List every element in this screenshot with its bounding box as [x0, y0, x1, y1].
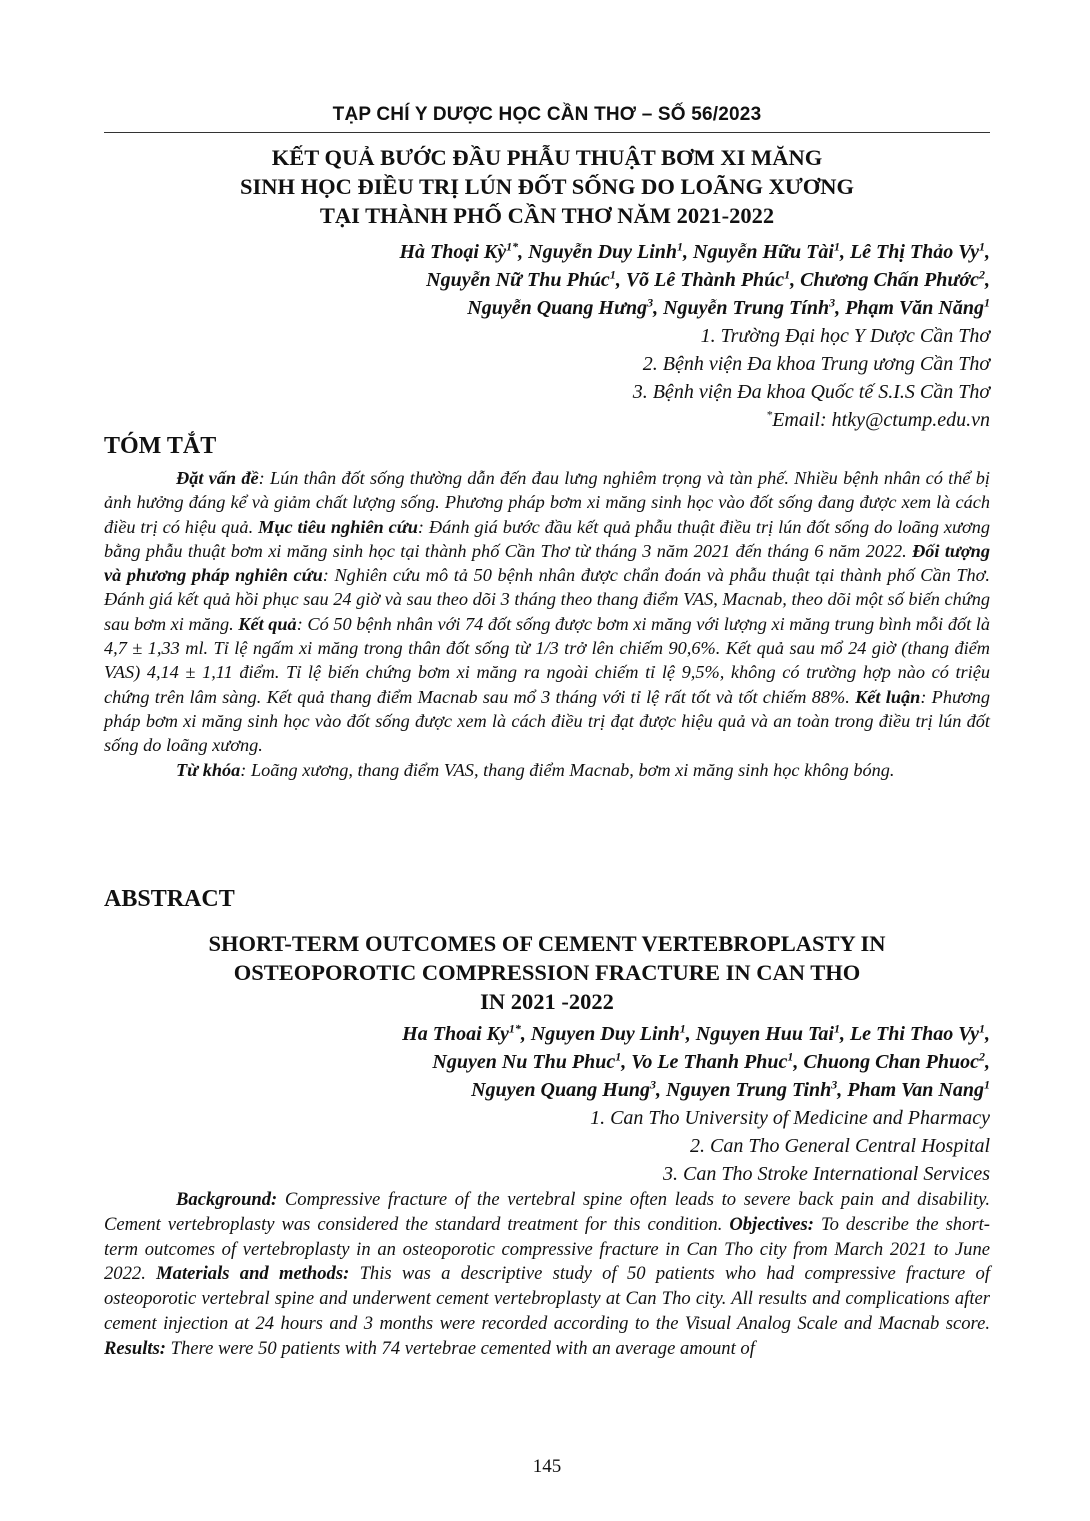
vi-methods-label: Đối tượng và phương pháp nghiên cứu — [104, 540, 990, 586]
vi-conclusion-label: Kết luận — [855, 686, 921, 707]
en-objectives-text: To describe the short-term outcomes of vertebroplasty in an osteoporotic compressive fracture in Can Tho city from March 2021 to June 2022. — [104, 1213, 990, 1285]
en-methods-label: Materials and methods: — [156, 1263, 350, 1285]
vi-affiliation: 1. Trường Đại học Y Dược Cần Thơ — [700, 325, 990, 347]
en-affiliation: 3. Can Tho Stroke International Services — [663, 1163, 990, 1185]
vi-author-line: Nguyễn Nữ Thu Phúc$^1$, Võ Lê Thành Phúc$^1$, Chương Chấn Phước$^2$, — [426, 267, 990, 291]
en-methods-text: This was a descriptive study of 50 patients who had compressive fracture of osteoporotic vertebral spine and underwent cement vertebroplasty at Can Tho city. All results and complications after cement injection at 24 hours and 3 months were recorded according to the Visual Analog Scale and Macnab score. — [104, 1263, 990, 1334]
en-title-line: IN 2021 -2022 — [480, 989, 614, 1014]
en-affiliation: 2. Can Tho General Central Hospital — [689, 1135, 990, 1157]
vi-objective-label: Mục tiêu nghiên cứu — [258, 516, 418, 537]
vi-results-label: Kết quả — [238, 613, 297, 634]
en-results-text: There were 50 patients with 74 vertebrae cemented with an average amount of — [166, 1337, 755, 1359]
vi-keywords — [104, 758, 990, 782]
vi-keywords-label: Từ khóa — [176, 759, 241, 780]
vi-email: *Email: htky@ctump.edu.vn — [766, 407, 990, 431]
en-author-line: Nguyen Nu Thu Phuc$^1$, Vo Le Thanh Phuc$^1$, Chuong Chan Phuoc$^2$, — [432, 1049, 990, 1073]
vi-title-line: TẠI THÀNH PHỐ CẦN THƠ NĂM 2021-2022 — [319, 203, 775, 228]
vi-title — [104, 143, 990, 230]
vi-author-line: Nguyễn Quang Hưng$^3$, Nguyễn Trung Tính$^3$, Phạm Văn Năng$^1$ — [467, 295, 990, 319]
vi-background-text: : Lún thân đốt sống thường dẫn đến đau lưng nghiêm trọng và tàn phế. Nhiều bệnh nhân có thể bị ảnh hưởng đáng kể và giảm chất lượng sống. Phương pháp bơm xi măng sinh học vào đốt sống đang được xem là cách điều trị có hiệu quả. — [104, 468, 990, 537]
vi-authors — [104, 238, 990, 322]
en-title — [104, 929, 990, 1016]
en-author-line: Ha Thoai $Ky^{1*}$, Nguyen Duy Linh$^1$, Nguyen Huu Tai$^1$, Le Thi Thao Vy$^1$, — [402, 1021, 990, 1045]
en-background-label: Background: — [176, 1189, 278, 1210]
vi-abstract-paragraph — [104, 466, 990, 758]
en-authors — [104, 1020, 990, 1104]
en-abstract-paragraph — [104, 1188, 990, 1362]
en-author-line: Nguyen Quang Hung$^3$, Nguyen Trung Tinh$^3$, Pham Van Nang$^1$ — [471, 1077, 990, 1101]
en-abstract-body — [104, 1188, 990, 1362]
vi-objective-text: : Đánh giá bước đầu kết quả phẫu thuật điều trị lún đốt sống do loãng xương bằng phẫu thuật bơm xi măng sinh học tại thành phố Cần Thơ từ tháng 3 năm 2021 đến tháng 6 năm 2022. — [104, 516, 990, 561]
en-abstract-heading: ABSTRACT — [104, 886, 235, 912]
vi-methods-text: : Nghiên cứu mô tả 50 bệnh nhân được chẩn đoán và phẫu thuật tại thành phố Cần Thơ. Đánh giá kết quả hồi phục sau 24 giờ và sau theo dõi 3 tháng theo thang điểm VAS, Macnab, theo dõi một số biến chứng sau bơm xi măng. — [104, 565, 990, 634]
vi-results-text: : Có 50 bệnh nhân với 74 đốt sống được bơm xi măng với lượng xi măng trung bình mỗi đốt là 4,7 ± 1,33 ml. Tỉ lệ ngấm xi măng trong thân đốt sống từ 1/3 trở lên chiếm 90,6%. Kết quả sau mổ 24 giờ (thang điểm VAS) 4,14 ± 1,11 điểm. Tỉ lệ biến chứng bơm xi măng ra ngoài chiếm tỉ lệ 9,5%, không có trường hợp nào có triệu chứng trên lâm sàng. Kết quả thang điểm Macnab sau mổ 3 tháng với tỉ lệ rất tốt và tốt chiếm 88%. — [104, 613, 990, 707]
vi-affiliations — [104, 322, 990, 434]
vi-conclusion-text: : Phương pháp bơm xi măng sinh học vào đốt sống được xem là cách điều trị đạt được hiệu quả và an toàn trong điều trị lún đốt sống do loãng xương. — [104, 686, 990, 756]
vi-affiliation: 3. Bệnh viện Đa khoa Quốc tế S.I.S Cần Thơ — [632, 381, 990, 403]
en-background-text: Compressive fracture of the vertebral spine often leads to severe back pain and disability. Cement vertebroplasty was considered the standard treatment for this condition. — [104, 1189, 990, 1235]
vi-affiliation: 2. Bệnh viện Đa khoa Trung ương Cần Thơ — [642, 353, 990, 375]
en-title-line: OSTEOPOROTIC COMPRESSION FRACTURE IN CAN THO — [233, 960, 861, 985]
en-affiliations — [104, 1104, 990, 1188]
vi-abstract-heading: TÓM TẮT — [104, 433, 217, 459]
vi-abstract-body — [104, 466, 990, 782]
journal-header: TẠP CHÍ Y DƯỢC HỌC CẦN THƠ – SỐ 56/2023 — [332, 104, 762, 125]
en-objectives-label: Objectives: — [729, 1213, 814, 1235]
vi-background-label: Đặt vấn đề — [176, 468, 259, 488]
header-rule — [104, 132, 990, 133]
vi-title-line: SINH HỌC ĐIỀU TRỊ LÚN ĐỐT SỐNG DO LOÃNG XƯƠNG — [239, 174, 855, 199]
page-number: 145 — [532, 1456, 562, 1477]
vi-author-line: Hà Thoại Kỳ$^{1*}$, Nguyễn Duy Linh$^1$, Nguyễn Hữu Tài$^1$, Lê Thị Thảo Vy$^1$, — [399, 239, 990, 263]
en-affiliation: 1. Can Tho University of Medicine and Pharmacy — [590, 1107, 990, 1129]
en-title-line: SHORT-TERM OUTCOMES OF CEMENT VERTEBROPLASTY IN — [208, 931, 886, 956]
vi-keywords-text: : Loãng xương, thang điểm VAS, thang điểm Macnab, bơm xi măng sinh học không bóng. — [240, 759, 895, 780]
en-results-label: Results: — [104, 1337, 166, 1359]
vi-title-line: KẾT QUẢ BƯỚC ĐẦU PHẪU THUẬT BƠM XI MĂNG — [271, 145, 823, 170]
